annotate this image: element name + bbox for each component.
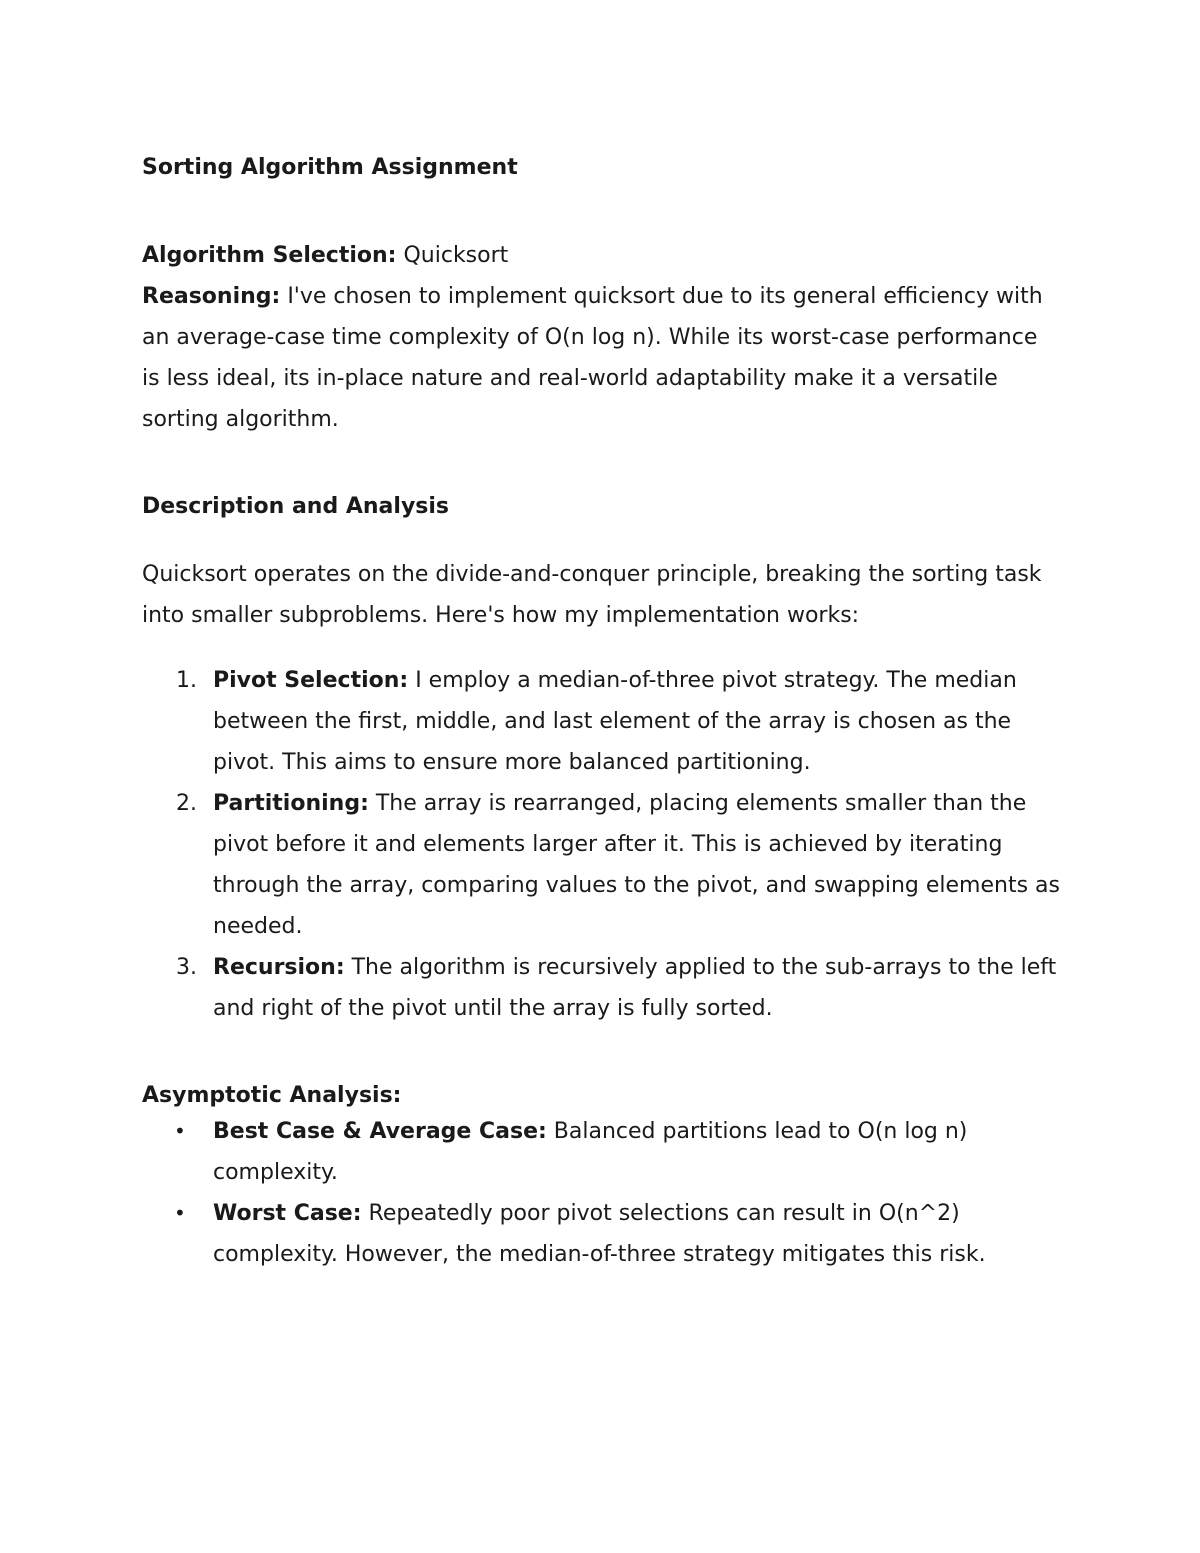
list-item-label: Worst Case: (213, 1201, 362, 1226)
list-item-label: Recursion: (213, 955, 345, 980)
reasoning-text: I've chosen to implement quicksort due to its general efficiency with an average-case time complexity of O(n log n). While its worst-case performance is less ideal, its in-place nature and real-world adaptability make it a versatile sorting algorithm. (142, 284, 1043, 432)
list-item-label: Best Case & Average Case: (213, 1119, 547, 1144)
reasoning-paragraph (142, 276, 1060, 440)
list-item (174, 1193, 1060, 1275)
list-item-text: Balanced partitions lead to O(n log n) complexity. (213, 1119, 968, 1185)
asymptotic-heading: Asymptotic Analysis: (142, 1083, 402, 1108)
algorithm-selection (142, 235, 1060, 276)
list-item (174, 1111, 1060, 1193)
list-item (176, 783, 1060, 947)
list-item-text: I employ a median-of-three pivot strategy. The median between the first, middle, and last element of the array is chosen as the pivot. This aims to ensure more balanced partitioning. (213, 668, 1017, 775)
reasoning-label: Reasoning: (142, 284, 281, 309)
algorithm-selection-label: Algorithm Selection: (142, 243, 397, 268)
bullet-icon: • (174, 1201, 186, 1225)
description-intro: Quicksort operates on the divide-and-conquer principle, breaking the sorting task into smaller subproblems. Here's how my implementation works: (142, 562, 1042, 628)
list-item (176, 660, 1060, 783)
implementation-steps-list (142, 660, 1060, 1029)
list-item (176, 947, 1060, 1029)
list-item-text: The algorithm is recursively applied to the sub-arrays to the left and right of the pivot until the array is fully sorted. (213, 955, 1057, 1021)
list-item-number: 1. (176, 668, 197, 693)
description-heading: Description and Analysis (142, 494, 450, 519)
algorithm-selection-value: Quicksort (396, 243, 509, 268)
list-item-number: 3. (176, 955, 197, 980)
list-item-label: Pivot Selection: (213, 668, 409, 693)
complexity-cases-list (142, 1111, 1060, 1275)
document-title: Sorting Algorithm Assignment (142, 155, 518, 180)
bullet-icon: • (174, 1119, 186, 1143)
list-item-text: Repeatedly poor pivot selections can result in O(n^2) complexity. However, the median-of-three strategy mitigates this risk. (213, 1201, 986, 1267)
list-item-number: 2. (176, 791, 197, 816)
list-item-label: Partitioning: (213, 791, 369, 816)
list-item-text: The array is rearranged, placing elements smaller than the pivot before it and elements larger after it. This is achieved by iterating through the array, comparing values to the pivot, and swapping elements as needed. (213, 791, 1060, 939)
